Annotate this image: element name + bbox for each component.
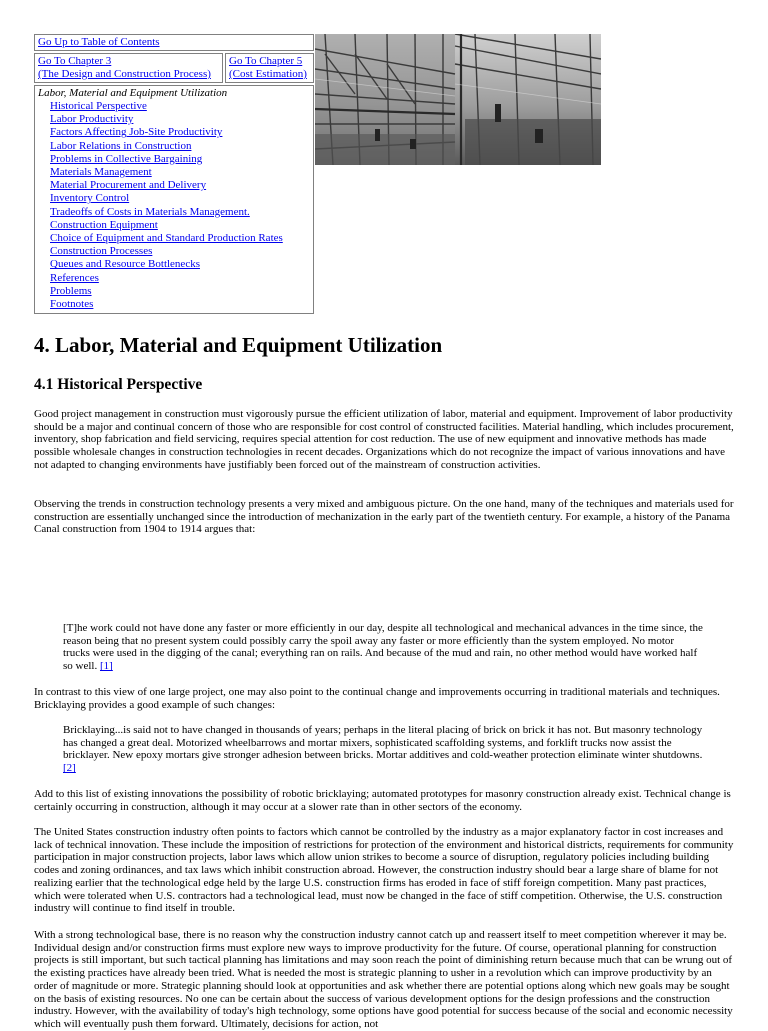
next-chapter-cell — [225, 53, 314, 83]
footnote-link-1[interactable]: [1] — [99, 660, 113, 673]
toc-item-footnotes[interactable]: Footnotes — [50, 298, 94, 311]
toc-item-historical-perspective[interactable]: Historical Perspective — [50, 100, 147, 112]
toc-item-inventory-control[interactable]: Inventory Control — [50, 192, 130, 205]
toc-item-problems[interactable]: Problems — [50, 284, 92, 297]
construction-site-photo — [315, 34, 601, 165]
toc-item-tradeoffs-costs[interactable]: Tradeoffs of Costs in Materials Management. — [50, 205, 250, 218]
chapter-links-row — [34, 53, 314, 83]
chapter-navigation — [34, 34, 314, 314]
paragraph-2: Observing the trends in construction technology presents a very mixed and ambiguous picture. On the one hand, many of the techniques and materials used for construction are essentially unchanged since the introduction of mechanization in the early part of the twentieth century. For example, a history of the Panama Canal construction from 1904 to 1914 argues that: — [34, 498, 734, 536]
toc-link[interactable]: Go Up to Table of Contents — [38, 36, 160, 48]
toc-item-equipment-choice[interactable]: Choice of Equipment and Standard Production Rates — [50, 232, 283, 245]
next-chapter-link[interactable] — [229, 55, 307, 80]
prev-chapter-cell — [34, 53, 223, 83]
paragraph-5: The United States construction industry often points to factors which cannot be controlled by the industry as a major explanatory factor in cost increases and lack of technical innovation. These include the imposition of restrictions for protection of the environment and historical districts, requirements for community participation in major construction projects, labor laws which allow union strikes to become a source of disruption, regulatory policies including building codes and zoning ordinances, and tax laws which inhibit construction abroad. However, the construction industry should bear a large share of blame for not realizing earlier that the technological edge held by the large U.S. construction firms has eroded in face of stiff foreign competition. Many past practices, which were tolerated when U.S. contractors had a technological lead, must now be changed in the face of stiff competition. Otherwise, the U.S. construction industry will continue to find itself in trouble. — [34, 826, 734, 915]
toc-item-queues-bottlenecks[interactable]: Queues and Resource Bottlenecks — [50, 258, 200, 271]
toc-item-labor-productivity[interactable]: Labor Productivity — [50, 113, 134, 126]
panama-canal-quote — [63, 622, 703, 673]
bricklaying-quote — [63, 724, 703, 775]
toc-item-materials-management[interactable]: Materials Management — [50, 166, 152, 179]
construction-photo-drawing — [315, 34, 601, 165]
paragraph-4: Add to this list of existing innovations the possibility of robotic bricklaying; automated prototypes for masonry construction already exist. Technical change is certainly occurring in construction, although it may occur at a slower rate than in other sectors of the economy. — [34, 788, 731, 813]
toc-item-collective-bargaining[interactable]: Problems in Collective Bargaining — [50, 152, 203, 165]
panama-canal-quote-text: [T]he work could not have done any faster or more efficiently in our day, despite all technological and mechanical advances in the time since, the reason being that no present system could possibly carry the spoil away any faster or more efficiently than the system employed. No motor trucks were used in the digging of the canal; everything ran on rails. And because of the mud and rain, no other method would have worked half so well. — [63, 622, 703, 673]
toc-item-construction-equipment[interactable]: Construction Equipment — [50, 218, 158, 231]
footnote-link-2[interactable]: [2] — [63, 762, 76, 775]
chapter-title: 4. Labor, Material and Equipment Utilization — [34, 333, 443, 357]
prev-chapter-line1: Go To Chapter 3 — [38, 55, 112, 67]
paragraph-6: With a strong technological base, there is no reason why the construction industry cannot catch up and reassert itself to meet competition wherever it may be. Individual design and/or construction firms must explore new ways to improve productivity for the future. Of course, operational planning for construction projects is still important, but such tactical planning has limitations and may soon reach the point of diminishing return because much that can be wrung out of the existing practices have already been tried. What is needed the most is strategic planning to usher in a revolution which can improve productivity by an order of magnitude or more. Strategic planning should look at opportunities and ask whether there are potential options along which new goals may be sought on the basis of existing resources. No one can be certain about the success of various development options for the design professions and the construction industry. However, with the availability of today's high technology, some options have good potential for success because of the social and economic necessity which will eventually push them forward. Ultimately, decisions for action, not — [34, 929, 733, 1030]
section-title: 4.1 Historical Perspective — [34, 376, 203, 393]
next-chapter-line2: (Cost Estimation) — [229, 68, 307, 80]
toc-item-construction-processes[interactable]: Construction Processes — [50, 245, 153, 258]
toc-item-job-site-productivity[interactable]: Factors Affecting Job-Site Productivity — [50, 126, 223, 139]
paragraph-3: In contrast to this view of one large project, one may also point to the continual change and improvements occurring in traditional materials and techniques. Bricklaying provides a good example of such changes: — [34, 686, 720, 711]
toc-heading: Labor, Material and Equipment Utilization — [38, 87, 228, 99]
prev-chapter-link[interactable] — [38, 55, 211, 80]
bricklaying-quote-text: Bricklaying...is said not to have changed in thousands of years; perhaps in the literal placing of brick on brick it has not. But masonry technology has changed a great deal. Motorized wheelbarrows and mortar mixers, sophisticated scaffolding systems, and forklift trucks now assist the bricklayer. New epoxy mortars give stronger adhesion between bricks. Mortar additives and cold-weather protection eliminate winter shutdowns. — [63, 724, 703, 762]
toc-link-cell — [34, 34, 314, 51]
section-toc — [34, 85, 314, 314]
next-chapter-line1: Go To Chapter 5 — [229, 55, 303, 67]
toc-item-material-procurement[interactable]: Material Procurement and Delivery — [50, 179, 207, 192]
toc-item-references[interactable]: References — [50, 271, 99, 284]
paragraph-1: Good project management in construction must vigorously pursue the efficient utilization of labor, material and equipment. Improvement of labor productivity should be a major and continual concern of those who are responsible for cost control of constructed facilities. Material handling, which includes procurement, inventory, shop fabrication and field servicing, requires special attention for cost reduction. The use of new equipment and innovative methods has made possible wholesale changes in construction technologies in recent decades. Organizations which do not recognize the impact of various innovations and have not adapted to changing environments have justifiably been forced out of the mainstream of construction activities. — [34, 408, 734, 471]
prev-chapter-line2: (The Design and Construction Process) — [38, 68, 211, 80]
toc-item-labor-relations[interactable]: Labor Relations in Construction — [50, 139, 192, 152]
